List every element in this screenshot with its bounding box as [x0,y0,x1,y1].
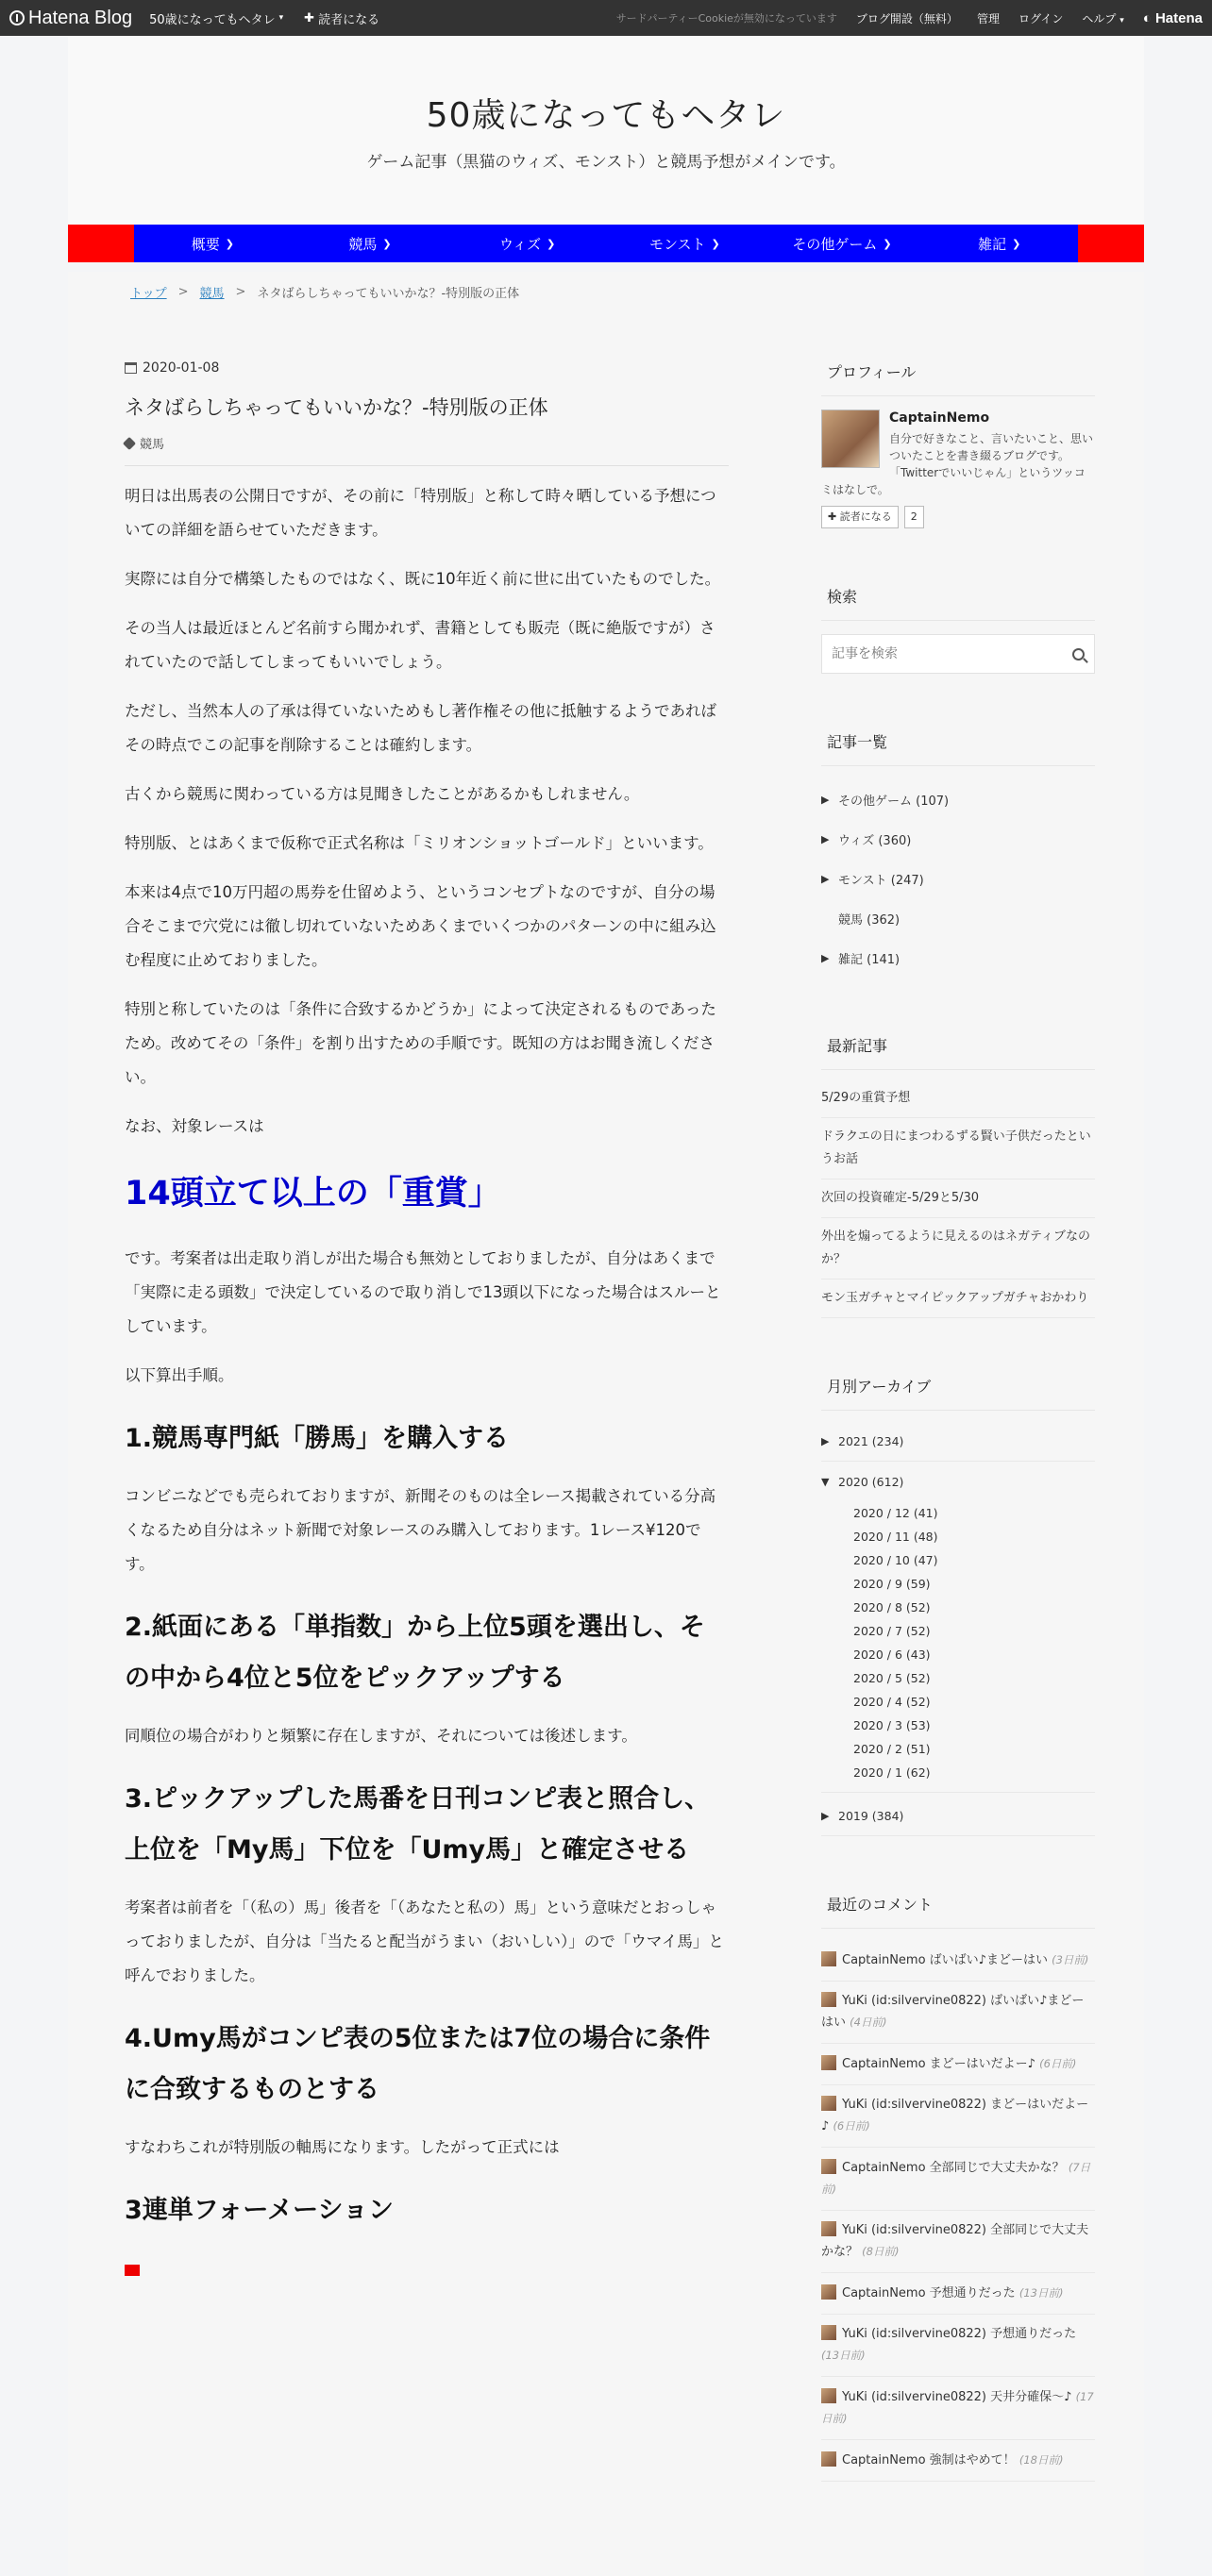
recent-entry-link[interactable]: ドラクエの日にまつわるずる賢い子供だったというお話 [821,1118,1095,1179]
category-item[interactable] [821,779,1095,819]
profile-module [821,360,1095,528]
breadcrumb-separator: > [235,284,246,299]
breadcrumb-category-link[interactable]: 競馬 [199,286,225,301]
emphasis-heading: 14頭立て以上の「重賞」 [125,1175,501,1213]
tag-icon [123,436,136,449]
chevron-down-icon: ❯ [883,237,892,250]
profile-name[interactable]: CaptainNemo [889,410,990,426]
category-label[interactable]: ウィズ (360) [838,833,912,848]
paragraph: 特別と称していたのは「条件に合致するかどうか」によって決定されるものであったため。改めてその「条件」を割り出すための手順です。既知の方はお聞き流しください。 [125,1000,716,1086]
archive-month-list [821,1501,1095,1793]
comment-time: (13日前) [1018,2286,1064,2300]
archive-month-link[interactable]: 2020 / 4 (52) [853,1695,931,1709]
archive-month-link[interactable]: 2020 / 12 (41) [853,1506,938,1520]
recent-entry-link[interactable]: 5/29の重賞予想 [821,1079,1095,1118]
main-content [68,340,729,2576]
commenter-avatar [821,2221,836,2236]
hatena-link[interactable]: ◐ Hatena [1142,9,1203,26]
comment-text[interactable]: YuKi (id:silvervine0822) ばいばい♪まどーはい [821,1994,1085,2030]
commenter-avatar [821,1992,836,2007]
nav-label: 概要 [191,235,220,253]
commenter-avatar [821,2096,836,2111]
commenter-avatar [821,2284,836,2300]
expand-arrow-icon[interactable]: ▶ [821,951,830,964]
paragraph: 以下算出手順。 [125,1366,234,1384]
chevron-down-icon: ❯ [547,237,556,250]
chevron-down-icon: ❯ [382,237,392,250]
comment-time: (7日前) [821,2161,1091,2196]
comment-item[interactable] [821,2148,1095,2211]
commenter-avatar [821,2159,836,2174]
help-menu[interactable] [1082,10,1123,26]
archive-year-2019[interactable] [821,1797,1095,1836]
comment-item[interactable] [821,2377,1095,2440]
module-title: 最新記事 [821,1034,1095,1070]
blog-menu-button[interactable] [149,9,283,27]
module-title: 最近のコメント [821,1893,1095,1929]
paragraph: 古くから競馬に関わっている方は見聞きしたことがあるかもしれません。 [125,785,640,803]
search-icon[interactable] [1072,648,1085,661]
blog-header [68,36,1144,225]
subscribe-label: 読者になる [839,510,892,523]
comment-text[interactable]: CaptainNemo 強制はやめて！ [842,2453,1016,2467]
comment-time: (3日前) [1052,1953,1089,1966]
paragraph: 考案者は前者を「（私の）馬」後者を「（あなたと私の）馬」という意味だとおっしゃっておりましたが、自分は「当たると配当がうまい（おいしい）」ので「ウマイ馬」と呼んでおりました。 [125,1899,724,1984]
nav-item-overview[interactable] [134,225,292,262]
recent-entry-link[interactable]: 外出を煽ってるように見えるのはネガティブなのか？ [821,1218,1095,1280]
calendar-icon [125,362,137,374]
section-heading: 2.紙面にある「単指数」から上位5頭を選出し、その中から4位と5位をピックアップする [125,1613,705,1693]
section-heading: 3連単フォーメーション [125,2196,395,2225]
breadcrumb-top-link[interactable]: トップ [130,286,167,301]
blog-menu-label: 50歳になってもヘタレ [149,12,276,27]
comment-item[interactable] [821,2085,1095,2148]
comment-time: (18日前) [1018,2453,1064,2467]
blog-description: ゲーム記事（黒猫のウィズ、モンスト）と競馬予想がメインです。 [366,153,846,172]
section-heading: 1.競馬専門紙「勝馬」を購入する [125,1424,510,1453]
paragraph: なお、対象レースは [125,1117,264,1135]
comment-item[interactable] [821,2273,1095,2315]
entry-category-link[interactable]: 競馬 [140,438,165,452]
login-link[interactable]: ログイン [1018,11,1064,25]
commenter-avatar [821,2325,836,2340]
recent-entry-link[interactable]: モン玉ガチャとマイピックアップガチャおかわり [821,1280,1095,1318]
chevron-down-icon: ❯ [1012,237,1021,250]
avatar[interactable] [821,410,880,468]
subscriber-count[interactable]: 2 [904,506,924,528]
recent-comments-module [821,1893,1095,2482]
logo-text: Hatena Blog [28,7,133,28]
category-label[interactable]: 競馬 (362) [838,912,901,928]
paragraph: です。考案者は出走取り消しが出た場合も無効としておりましたが、自分はあくまで「実際に走る頭数」で決定しているので取り消しで13頭以下になった場合はスルーとしています。 [125,1249,721,1335]
nav-label: モンスト [648,235,706,253]
archive-month-link[interactable]: 2020 / 1 (62) [853,1765,931,1780]
comment-text[interactable]: YuKi (id:silvervine0822) 予想通りだった [842,2327,1077,2341]
section-heading: 3.ピックアップした馬番を日刊コンピ表と照合し、上位を「My馬」下位を「Umy馬」と確定させる [125,1784,711,1865]
archive-month-link[interactable]: 2020 / 3 (53) [853,1718,931,1732]
sidebar-subscribe-button[interactable]: ✚ 読者になる [821,506,899,528]
caret-down-icon: ▾ [1119,15,1124,25]
paragraph: すなわちこれが特別版の軸馬になります。したがって正式には [125,2138,560,2156]
comment-text[interactable]: YuKi (id:silvervine0822) 天井分確保～♪ [842,2390,1072,2404]
comment-text[interactable]: CaptainNemo 予想通りだった [842,2286,1016,2300]
archive-month-link[interactable]: 2020 / 6 (43) [853,1648,931,1662]
paragraph: ただし、当然本人の了承は得ていないためもし著作権その他に抵触するようであればその時点でこの記事を削除することは確約します。 [125,702,716,754]
archive-month-link[interactable]: 2020 / 8 (52) [853,1600,931,1614]
nav-label: その他ゲーム [792,235,878,253]
comment-time: (6日前) [833,2119,870,2133]
commenter-avatar [821,1951,836,1966]
comment-item[interactable] [821,1940,1095,1982]
comment-item[interactable] [821,2440,1095,2482]
archive-year-label[interactable]: 2019 (384) [838,1809,904,1823]
recent-entry-link[interactable]: 次回の投資確定-5/29と5/30 [821,1179,1095,1218]
comment-item[interactable] [821,2211,1095,2273]
expand-arrow-icon[interactable]: ▶ [821,793,830,806]
comment-text[interactable]: CaptainNemo まどーはいだよー♪ [842,2057,1035,2071]
module-title: 月別アーカイブ [821,1375,1095,1411]
nav-label: 雑記 [978,235,1007,253]
chevron-down-icon: ❯ [711,237,720,250]
archive-month-link[interactable]: 2020 / 7 (52) [853,1624,931,1638]
module-title: 検索 [821,585,1095,621]
archive-year-label[interactable]: 2021 (234) [838,1434,904,1448]
entry-body [125,479,729,2276]
entry-title[interactable]: ネタばらしちゃってもいいかな？-特別版の正体 [125,396,548,419]
section-heading: 4.Umy馬がコンピ表の5位または7位の場合に条件に合致するものとする [125,2024,711,2104]
sidebar [821,340,1095,2576]
nav-item-zakki[interactable] [920,225,1078,262]
module-title: プロフィール [821,360,1095,396]
archive-month-link[interactable]: 2020 / 9 (59) [853,1577,931,1591]
archive-month-link[interactable]: 2020 / 10 (47) [853,1553,938,1567]
recent-entries-module [821,1034,1095,1318]
module-title: 記事一覧 [821,730,1095,766]
chevron-down-icon: ❯ [225,237,234,250]
subscribe-button[interactable] [304,9,379,27]
red-marker [125,2265,140,2276]
comment-time: (4日前) [850,2016,887,2029]
help-label: ヘルプ [1082,11,1117,25]
subscribe-label: 読者になる [318,12,380,27]
category-item[interactable] [821,898,1095,938]
hatena-topbar [0,0,1212,36]
archive-year-label[interactable]: 2020 (612) [838,1474,904,1489]
nav-item-monst[interactable] [606,225,764,262]
category-label[interactable]: モンスト (247) [838,873,924,888]
comment-time: (6日前) [1039,2057,1077,2070]
commenter-avatar [821,2388,836,2403]
entry-categories [125,434,729,466]
paragraph: 特別版、とはあくまで仮称で正式名称は「ミリオンショットゴールド」といいます。 [125,834,714,852]
entry-date[interactable] [125,360,729,376]
expand-arrow-icon[interactable]: ▶ [821,1435,830,1447]
paragraph: その当人は最近ほとんど名前すら聞かれず、書籍としても販売（既に絶版ですが）されていたので話してしまってもいいでしょう。 [125,619,715,671]
search-input[interactable] [832,646,1072,661]
categories-module [821,730,1095,978]
comment-time: (13日前) [821,2349,866,2362]
archive-month-link[interactable]: 2020 / 2 (51) [853,1742,931,1756]
comment-time: (8日前) [862,2245,900,2258]
hatena-label: Hatena [1154,9,1203,26]
expand-arrow-icon[interactable]: ▶ [821,832,830,845]
category-label[interactable]: その他ゲーム (107) [838,794,950,809]
breadcrumb-current: ネタばらしちゃってもいいかな？-特別版の正体 [257,286,520,301]
hatena-logo-icon [9,10,25,25]
archive-month-link[interactable]: 2020 / 5 (52) [853,1671,931,1685]
comment-item[interactable] [821,2044,1095,2085]
comment-text[interactable]: CaptainNemo 全部同じで大丈夫かな？ [842,2161,1065,2175]
comment-item[interactable] [821,2315,1095,2377]
breadcrumb-separator: > [177,284,189,299]
open-blog-link[interactable]: ブログ開設（無料） [855,11,958,25]
paragraph: 明日は出馬表の公開日ですが、その前に「特別版」と称して時々晒している予想についての詳細を語らせていただきます。 [125,487,716,539]
archive-module [821,1375,1095,1836]
hatena-blog-logo[interactable] [9,8,132,29]
comment-text[interactable]: YuKi (id:silvervine0822) 全部同じで大丈夫かな？ [821,2223,1089,2259]
paragraph: コンビニなどでも売られておりますが、新聞そのものは全レース掲載されている分高くなるため自分はネット新聞で対象レースのみ購入しております。1レース¥120です。 [125,1487,716,1573]
blog-title[interactable]: 50歳になってもヘタレ [426,96,786,135]
caret-down-icon: ▾ [278,13,284,23]
category-item[interactable] [821,819,1095,859]
cookie-notice[interactable]: サードパーティーCookieが無効になっています [615,12,837,25]
entry-date-text: 2020-01-08 [143,360,220,376]
paragraph: 実際には自分で構築したものではなく、既に10年近く前に世に出ていたものでした。 [125,570,721,588]
global-nav [68,225,1144,262]
category-item[interactable] [821,859,1095,898]
comment-item[interactable] [821,1982,1095,2044]
comment-time: (17日前) [821,2390,1094,2425]
category-item[interactable] [821,938,1095,978]
expand-arrow-icon[interactable]: ▶ [821,1810,830,1822]
commenter-avatar [821,2055,836,2070]
collapse-arrow-icon[interactable]: ▼ [821,1475,830,1488]
profile-description: 自分で好きなこと、言いたいこと、思いついたことを書き綴るブログです。「Twitterでいいじゃん」というツッコミはなしで。 [821,432,1094,496]
paragraph: 同順位の場合がわりと頻繁に存在しますが、それについては後述します。 [125,1727,637,1745]
category-label[interactable]: 雑記 (141) [838,952,901,967]
archive-year-2021[interactable] [821,1422,1095,1462]
paragraph: 本来は4点で10万円超の馬券を仕留めよう、というコンセプトなのですが、自分の場合そこまで穴党には徹し切れていないためあくまでいくつかのパターンの中に組み込む程度に止めておりました。 [125,883,716,969]
nav-item-other-games[interactable] [764,225,921,262]
nav-label: ウィズ [499,235,542,253]
nav-item-wiz[interactable] [448,225,606,262]
manage-link[interactable]: 管理 [976,11,1000,25]
archive-year-2020[interactable] [821,1462,1095,1501]
nav-label: 競馬 [348,235,378,253]
expand-arrow-icon[interactable]: ▶ [821,872,830,885]
breadcrumb [68,272,1144,311]
archive-month-link[interactable]: 2020 / 11 (48) [853,1530,938,1544]
search-module [821,585,1095,674]
comment-text[interactable]: YuKi (id:silvervine0822) まどーはいだよー♪ [821,2098,1089,2133]
nav-item-keiba[interactable] [292,225,449,262]
comment-text[interactable]: CaptainNemo ばいばい♪まどーはい [842,1953,1048,1967]
commenter-avatar [821,2451,836,2467]
plus-icon: ✚ [304,10,315,25]
